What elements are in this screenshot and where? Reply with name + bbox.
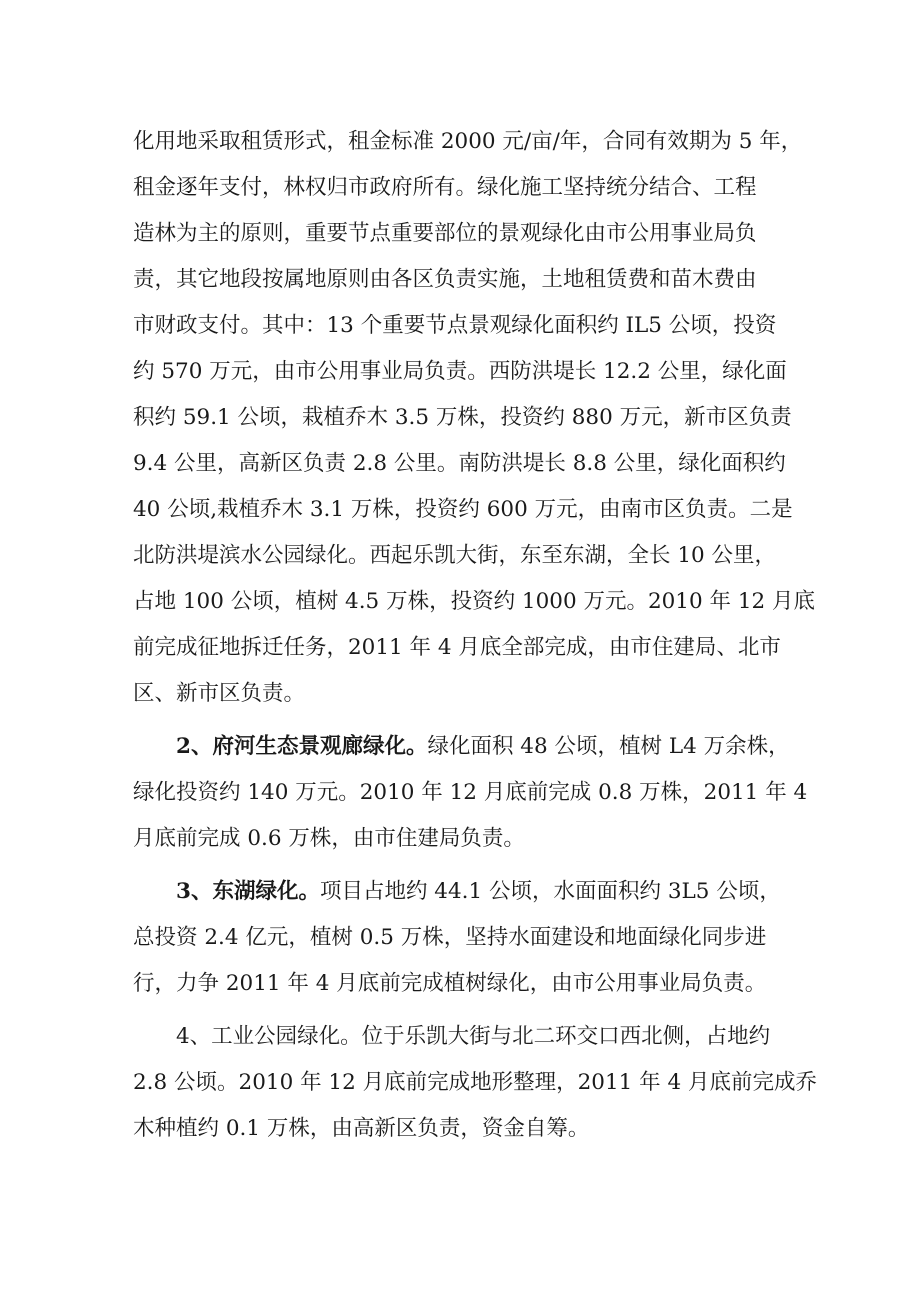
text-line — [133, 869, 828, 915]
text-line: 9.4 公里，高新区负责 2.8 公里。南防洪堤长 8.8 公里，绿化面积约 — [133, 451, 786, 476]
text-line — [133, 1014, 828, 1060]
text-line: 月底前完成 0.6 万株，由市住建局负责。 — [133, 826, 525, 851]
text-line: 积约 59.1 公顷，栽植乔木 3.5 万株，投资约 880 万元，新市区负责 — [133, 405, 792, 430]
text-line: 约 570 万元，由市公用事业局负责。西防洪堤长 12.2 公里，绿化面 — [133, 359, 787, 384]
document-body — [133, 119, 828, 1159]
text-line: 木种植约 0.1 万株，由高新区负责，资金自筹。 — [133, 1116, 590, 1141]
paragraph-industrial-park — [133, 1014, 828, 1152]
paragraph-fuhe-corridor — [133, 724, 828, 862]
paragraph-text: 项目占地约 44.1 公顷，水面面积约 3L5 公顷， — [319, 879, 781, 904]
text-line: 责，其它地段按属地原则由各区负责实施，土地租赁费和苗木费由 — [133, 267, 757, 292]
paragraph-greening-land-lease — [133, 119, 828, 717]
paragraph-text: 4、工业公园绿化。位于乐凯大街与北二环交口西北侧，占地约 — [176, 1024, 771, 1049]
paragraph-heading: 3、东湖绿化。 — [176, 879, 320, 904]
paragraph-heading: 2、府河生态景观廊绿化。 — [176, 734, 428, 759]
text-line — [133, 724, 828, 770]
text-line: 占地 100 公顷，植树 4.5 万株，投资约 1000 万元。2010 年 12 月底 — [133, 589, 816, 614]
text-line: 2.8 公顷。2010 年 12 月底前完成地形整理，2011 年 4 月底前完成乔 — [133, 1070, 818, 1095]
text-line: 租金逐年支付，林权归市政府所有。绿化施工坚持统分结合、工程 — [133, 175, 757, 200]
text-line: 造林为主的原则，重要节点重要部位的景观绿化由市公用事业局负 — [133, 221, 757, 246]
text-line: 前完成征地拆迁任务，2011 年 4 月底全部完成，由市住建局、北市 — [133, 635, 781, 660]
text-line: 市财政支付。其中：13 个重要节点景观绿化面积约 IL5 公顷，投资 — [133, 313, 777, 338]
paragraph-text: 绿化面积 48 公顷，植树 L4 万余株， — [427, 734, 790, 759]
text-line: 行，力争 2011 年 4 月底前完成植树绿化，由市公用事业局负责。 — [133, 971, 767, 996]
paragraph-east-lake — [133, 869, 828, 1007]
text-line: 化用地采取租赁形式，租金标准 2000 元/亩/年，合同有效期为 5 年， — [133, 129, 803, 154]
text-line: 绿化投资约 140 万元。2010 年 12 月底前完成 0.8 万株，2011 年 4 — [133, 780, 808, 805]
text-line: 区、新市区负责。 — [133, 681, 306, 706]
text-line: 40 公顷,栽植乔木 3.1 万株，投资约 600 万元，由南市区负责。二是 — [133, 497, 793, 522]
text-line: 北防洪堤滨水公园绿化。西起乐凯大街，东至东湖，全长 10 公里， — [133, 543, 777, 568]
text-line: 总投资 2.4 亿元，植树 0.5 万株，坚持水面建设和地面绿化同步进 — [133, 925, 767, 950]
